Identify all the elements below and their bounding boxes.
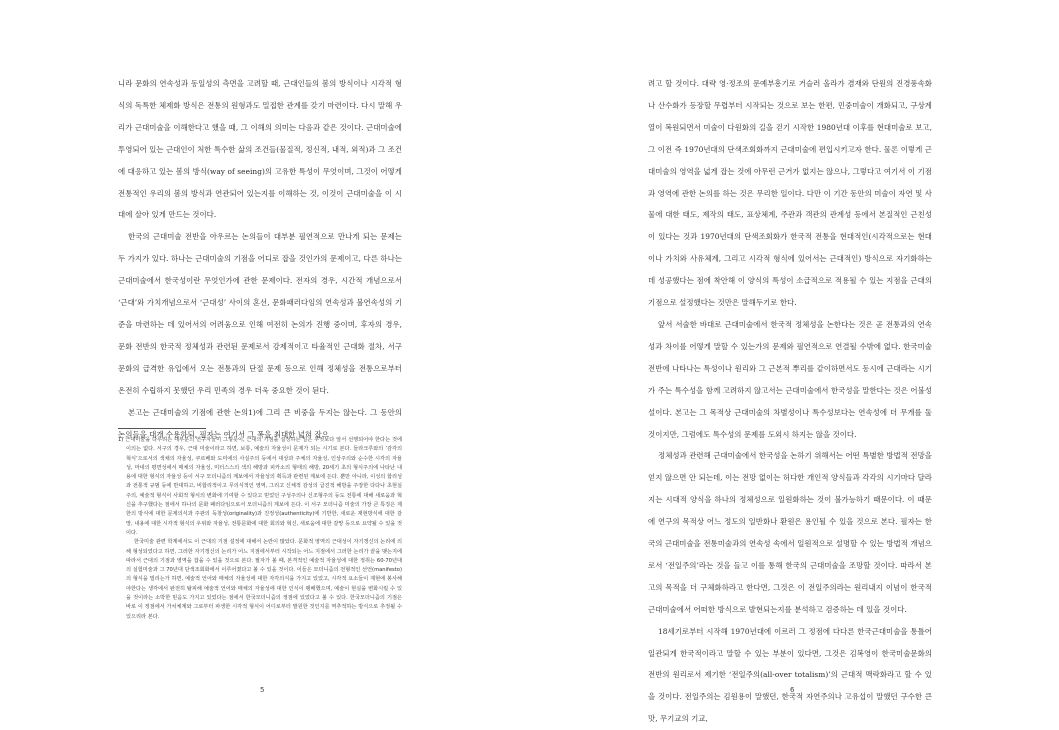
page-number-left: 5: [260, 686, 265, 694]
right-paragraph-3: 정체성과 관련해 근대미술에서 한국성을 논하기 위해서는 어떤 특별한 방법적 전망을 얻지 않으면 안 되는데, 이는 전망 없이는 허다한 개인적 양식들과 각각의 시기마다 달라지는 시대적 양식을 하나의 정체성으로 일원화하는 것이 불가능하기 때문이다. 이 때문에 연구의 목적상 어느 정도의 일반화나 환원은 용인될 수 있을 것으로 본다. 필자는 한국의 근대미술을 전통미술과의 연속성 속에서 일원적으로 설명할 수 있는 방법적 개념으로서 ‘전일주의’라는 것을 들고 이를 통해 한국의 근대미술을 조망할 것이다. 따라서 본고의 목적을 더 구체화하라고 한다면, 그것은 이 전일주의라는 원리내지 이념이 한국적 근대미술에서 어떠한 방식으로 발현되는지를 분석하고 검증하는 데 있을 것이다.: [648, 451, 932, 614]
left-paragraph-2: 한국의 근대미술 전반을 아우르는 논의들이 대부분 필연적으로 만나게 되는 문제는 두 가지가 있다. 하나는 근대미술의 기점을 어디로 잡을 것인가의 문제이고, 다른 하나는 근대미술에서 한국성이란 무엇인가에 관한 문제이다. 전자의 경우, 시간적 개념으로서 ‘근대’와 가치개념으로서 ‘근대성’ 사이의 혼선, 문화패러다임의 연속성과 불연속성의 기준을 마련하는 데 있어서의 어려움으로 인해 여전히 논의가 진행 중이며, 후자의 경우, 문화 전반의 한국적 정체성과 관련된 문제로서 강제적이고 타율적인 근대화 절차, 서구 문화의 급격한 유입에서 오는 전통과의 단절 문제 등으로 인해 정체성을 전통으로부터 온전히 수립하지 못했던 우리 민족의 경우 더욱 중요한 것이 된다.: [118, 232, 402, 395]
footnotes: [118, 436, 402, 622]
right-page: [530, 0, 1059, 724]
left-paragraph-1: 니라 문화의 연속성과 동일성의 측면을 고려할 때, 근대인들의 봄의 방식이나 시각적 형식의 독특한 체제화 방식은 전통의 원형과도 밀접한 관계를 갖기 마련이다. 다시 말해 우리가 근대미술을 이해한다고 했을 때, 그 이해의 의미는 다음과 같은 것이다. 근대미술에 투영되어 있는 근대인이 처한 특수한 삶의 조건들(물질적, 정신적, 내적, 외적)과 그 조건에 대응하고 있는 봄의 방식(way of seeing)의 고유한 특성이 무엇이며, 그것이 어떻게 전통적인 우리의 봄의 방식과 연관되어 있는지를 이해하는 것, 이것이 근대미술을 이 시대에 살아 있게 만드는 것이다.: [118, 79, 402, 220]
page-number-right: 6: [790, 686, 795, 694]
left-body-text: [118, 73, 402, 445]
footnote-1: 1) 근대미술을 다루려는 대부분의 연구자들이 그렇듯이, 근대의 기점을 설정하는 일은 무엇보다 앞서 선행되어야 한다는 것에 이의는 없다. 서구의 경우, 근대 미술이라고 하면, 보통, 예술의 자율성이 문제가 되는 시기로 본다. 들라크루와의 ‘감각의 혁식’으로서의 색채의 자율성, 쿠르베와 도미에의 사실주의 등에서 대상과 주체의 자율성, 인상주의와 순수한 시각의 자율성, 마네의 평면성에서 매체의 자율성, 미터스스의 색의 해방과 피카소의 형태의 해방, 20세기 초의 형식주의에 나타난 내용에 대한 형식의 자율성 등이 서구 모더니즘의 계보에서 자율성의 획득과 관련된 계보에 든다. 뿐만 아니라, 이성의 합리성과 전통적 규범 등에 반대하고, 비합리적이고 무의식적인 영역, 그리고 신체적 감성의 급진적 해방을 주장한 다다나 초현실주의, 예술적 형식이 사회적 형식의 변화에 기여할 수 있다고 믿었던 구성주의나 신조형주의 등도 전통에 대해 새로움과 혁신을 추구했다는 점에서 하나의 문화 패러다임으로서 모더니즘의 계보에 든다. 이 서구 모더니즘 미술의 가장 큰 특징은 제한의 방식에 대한 문제의식과 주관의 독창성(originality)과 진정성(authenticity)에 기반한, 새로운 재현방식에 대한 갈망, 내용에 대한 시각적 형식의 우위와 자율성, 전통문화에 대한 회의와 혁신, 새로움에 대한 갈망 등으로 요약될 수 있을 것이다.: [118, 437, 402, 536]
right-paragraph-2: 앞서 서술한 바대로 근대미술에서 한국적 정체성을 논한다는 것은 곧 전통과의 연속성과 차이를 어떻게 말할 수 있는가의 문제와 필연적으로 연결될 수밖에 없다. 한국미술 전반에 나타나는 특성이나 원리와 그 근본적 뿌리를 같이하면서도 동시에 근대라는 시기가 주는 특수성을 함께 고려하지 않고서는 근대미술에서 한국성을 말한다는 것은 어불성설이다. 본고는 그 목적상 근대미술의 차별성이나 특수성보다는 연속성에 더 무게를 둘 것이지만, 그럼에도 특수성의 문제를 도외시 하지는 않을 것이다.: [648, 319, 932, 439]
footnote-rule: [118, 428, 206, 429]
footnote-1-continued: 한국미술 관련 학계에서도 이 근대의 기점 설정에 대해서 논란이 많았다. 문화적 영역의 근대성이 자기갱신의 논리에 의해 형성되었다고 하면, 그러한 자기갱신의 논리가 어느 지점에서부터 시작되는 어느 지점에서 그러한 논리가 끝을 맺는지에 따라서 근대의 기점과 영역을 잡을 수 있을 것으로 본다. 필자가 볼 때, 본격적인 예술적 자율성에 대한 정취는 60-70년대의 실험미술과 그 70년대 단색조회화에서 이루어졌다고 볼 수 있을 것이다. 이들은 모더니즘의 전형적인 선언(manifesto)의 형식을 빌리는가 하면, 예술적 언어와 매체의 자율성에 대한 자각의식을 가지고 있었고, 시각적 요소들이 재현에 봉사해야한다는 생각에서 완전히 탈피해 예술적 언어와 매체의 자율성에 대한 인식이 팽배했으며, 예술이 현실을 변화시킬 수 있을 것이라는 소박한 믿음도 가지고 있었다는 점에서 한국모더니즘의 정점에 있었다고 볼 수 있다. 한국모더니즘의 기점은 바로 이 정점에서 가치체계와 그로부터 파생한 시각적 형식이 어디로부터 발원한 것인지를 역추적하는 방식으로 추정될 수 있으리라 본다.: [126, 539, 402, 620]
right-body-text: [648, 73, 932, 730]
left-paragraph-3: 본고는 근대미술의 기점에 관한 논의1)에 그리 큰 비중을 두지는 않는다. 그 동안의 논의들을 대개 수용하되, 필자는 여기서 그 폭을 최대한 넓혀 잡으: [118, 407, 402, 439]
right-paragraph-4: 18세기로부터 시작해 1970년대에 이르러 그 정점에 다다른 한국근대미술을 통틀어 일관되게 한국적이라고 말할 수 있는 부분이 있다면, 그것은 김복영이 한국미술문화의 전반의 원리로서 제기한 ‘전일주의(all-over totalism)’의 근대적 맥락화라고 할 수 있을 것이다. 전일주의는 김원용이 말했던, 한국적 자연주의나 고유섭이 말했던 구수한 큰 맛, 무기교의 기교,: [648, 626, 932, 724]
right-paragraph-1: 려고 할 것이다. 대략 영·정조의 문예부흥기로 거슬러 올라가 겸재와 단원의 진경풍속화나 산수화가 등장할 무렵부터 시작되는 것으로 보는 한편, 민중미술이 개화되고, 구상계열이 복원되면서 미술이 다원화의 길을 걷기 시작한 1980년대 이후를 현대미술로 보고, 그 이전 즉 1970년대의 단색조회화까지 근대미술에 편입시키고자 한다. 물론 이렇게 근대미술의 영역을 넓게 잡는 것에 아무런 근거가 없지는 않으나, 그렇다고 여기서 이 기점과 영역에 관한 논의를 하는 것은 무리한 일이다. 다만 이 기간 동안의 미술이 자연 및 사물에 대한 태도, 제작의 태도, 표상체계, 주관과 객관의 관계성 등에서 본질적인 근친성이 있다는 것과 1970년대의 단색조회화가 한국적 전통을 현대적인(시각적으로는 현대이나 가치와 사유체계, 그리고 시각적 형식에 있어서는 근대적인) 방식으로 자기화하는 데 성공했다는 점에 착안해 이 양식의 특성이 소급적으로 적용될 수 있는 지점을 근대의 기점으로 설정했다는 것만은 말해두기로 한다.: [648, 79, 932, 308]
left-page: [0, 0, 529, 721]
